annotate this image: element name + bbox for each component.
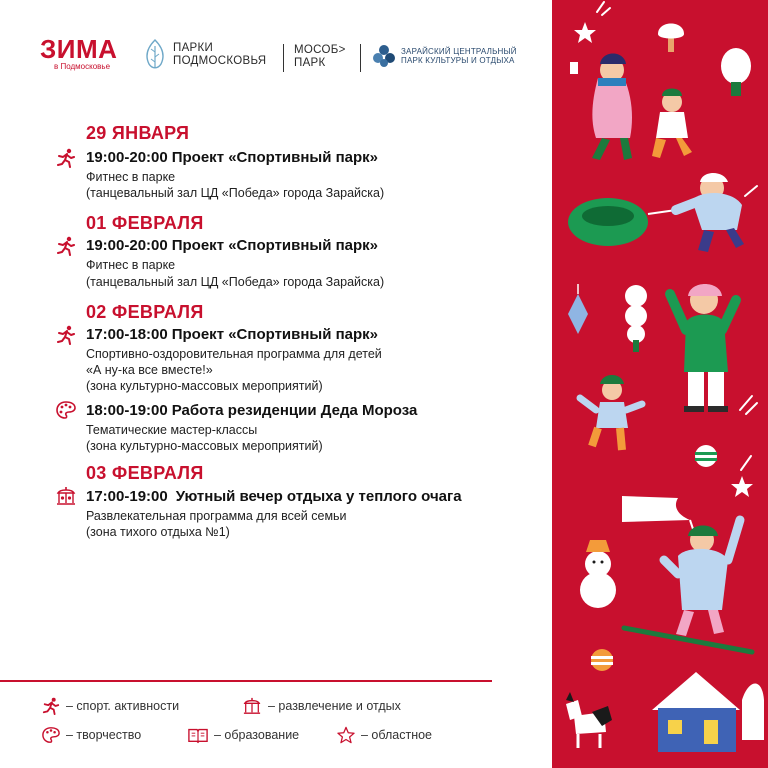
legend-label: – образование: [214, 728, 300, 742]
event-description: Развлекательная программа для всей семьи: [86, 509, 347, 523]
event-name: Проект «Спортивный парк»: [171, 326, 379, 343]
mosob-logo-line1: МОСОБ>: [294, 44, 346, 56]
carousel-icon: [56, 486, 76, 506]
event-time: 17:00-19:00: [86, 488, 168, 505]
event-time: 17:00-18:00: [86, 326, 168, 343]
event-location: (зона тихого отдыха №1): [86, 525, 230, 539]
winter-illustration: [552, 0, 768, 768]
palette-icon: [42, 726, 60, 744]
event-location: (зона культурно-массовых мероприятий): [86, 379, 323, 393]
zima-logo-title: ЗИМА: [40, 34, 118, 64]
winter-illustration-panel: [552, 0, 768, 768]
day-date: 03 ФЕВРАЛЯ: [86, 463, 204, 483]
event-name: Проект «Спортивный парк»: [171, 149, 379, 166]
event-description: Фитнес в парке: [86, 258, 176, 272]
parks-logo-line1: ПАРКИ: [173, 42, 214, 54]
event-time: 19:00-20:00: [86, 149, 168, 166]
event-title: [86, 326, 378, 343]
event-name: Проект «Спортивный парк»: [171, 237, 379, 254]
event-title: [86, 149, 378, 166]
legend-item-creativity: [42, 726, 141, 744]
day-date: 29 ЯНВАРЯ: [86, 123, 190, 143]
book-icon: [188, 726, 208, 744]
event-description: «А ну-ка все вместе!»: [86, 363, 213, 377]
event-location: (танцевальный зал ЦД «Победа» города Зарайска): [86, 186, 385, 200]
event-time: 19:00-20:00: [86, 237, 168, 254]
sport-icon: [56, 236, 76, 256]
event-title: [86, 488, 462, 505]
legend-item-regional: [337, 726, 432, 744]
event-location: (танцевальный зал ЦД «Победа» города Зарайска): [86, 275, 385, 289]
sport-icon: [56, 325, 76, 345]
palette-icon: [56, 400, 76, 420]
event-title: [86, 402, 417, 419]
carousel-icon: [242, 697, 262, 715]
event-time: 18:00-19:00: [86, 402, 168, 419]
legend-item-education: [188, 726, 299, 744]
day-date: 01 ФЕВРАЛЯ: [86, 213, 204, 233]
star-decoration: [731, 476, 753, 497]
zaraysk-logo-line2: ПАРК КУЛЬТУРЫ И ОТДЫХА: [401, 56, 515, 65]
event-name: Уютный вечер отдыха у теплого очага: [175, 488, 462, 505]
zima-logo-subtitle: в Подмосковье: [54, 62, 111, 71]
sport-icon: [42, 697, 60, 715]
star-decoration: [574, 22, 596, 43]
event-location: (зона культурно-массовых мероприятий): [86, 439, 323, 453]
day-date: 02 ФЕВРАЛЯ: [86, 302, 204, 322]
event-title: [86, 237, 378, 254]
legend-label: – областное: [361, 728, 433, 742]
event-description: Фитнес в парке: [86, 170, 176, 184]
parks-logo-line2: ПОДМОСКОВЬЯ: [173, 55, 267, 67]
legend-separator: [0, 680, 492, 682]
legend-label: – творчество: [66, 728, 142, 742]
mosob-logo-line2: ПАРК: [294, 57, 326, 69]
legend-item-sport: [42, 697, 179, 715]
event-description: Спортивно-оздоровительная программа для детей: [86, 347, 382, 361]
event-description: Тематические мастер-классы: [86, 423, 258, 437]
sport-icon: [56, 148, 76, 168]
zaraysk-logo-line1: ЗАРАЙСКИЙ ЦЕНТРАЛЬНЫЙ: [401, 46, 517, 56]
legend-item-entertainment: [242, 697, 401, 715]
event-name: Работа резиденции Деда Мороза: [171, 402, 418, 419]
legend-label: – спорт. активности: [66, 699, 180, 713]
star-icon: [337, 726, 355, 744]
legend-label: – развлечение и отдых: [268, 699, 401, 713]
